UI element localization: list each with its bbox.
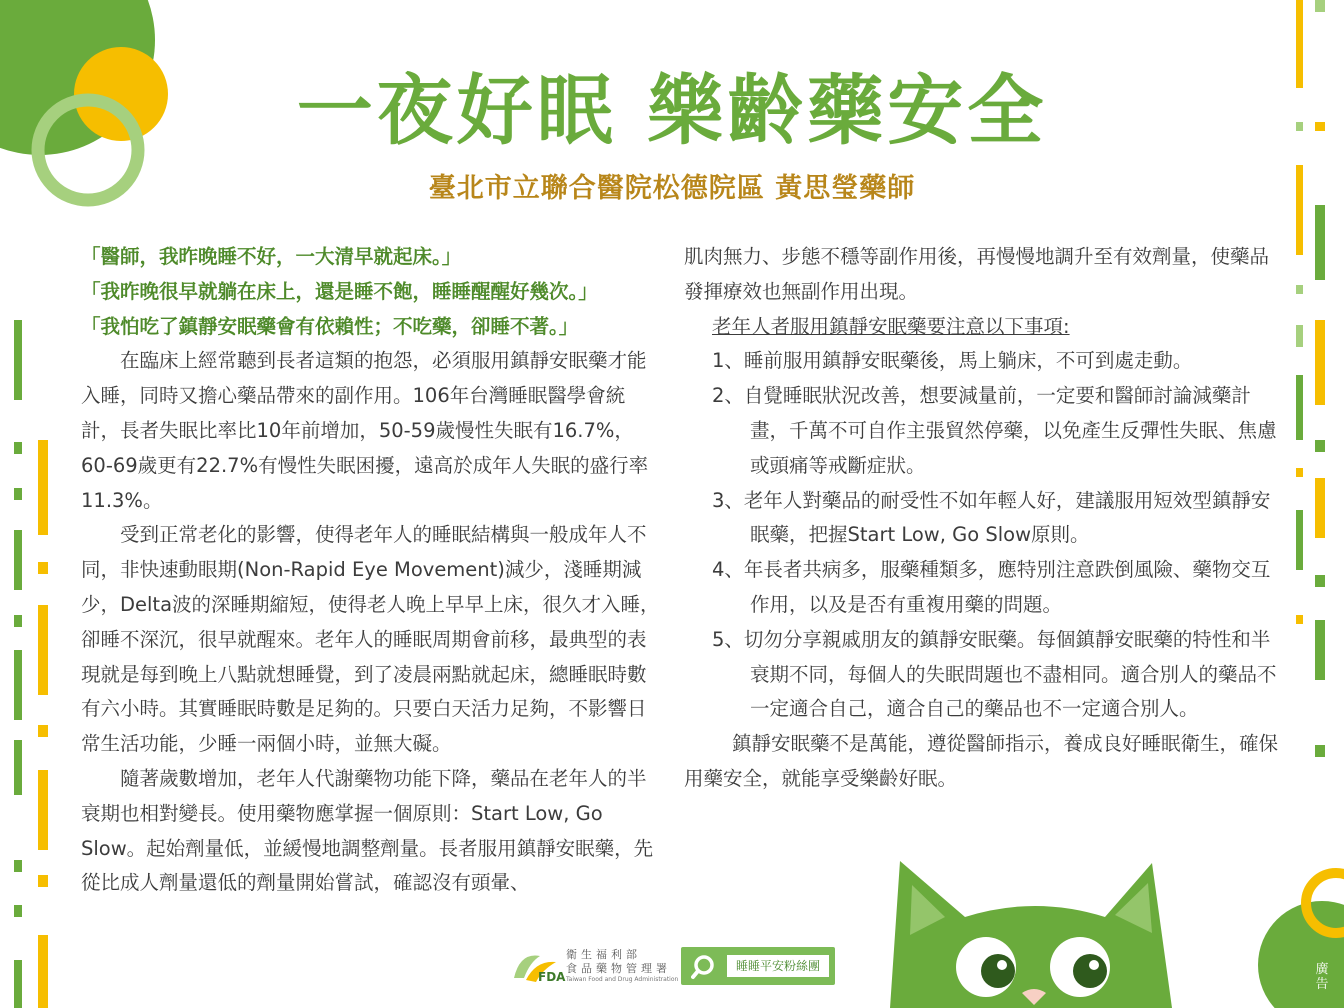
- left-edge-decoration: [0, 320, 60, 1008]
- fda-org-line1: 衛生福利部: [566, 948, 641, 961]
- closing-paragraph: 鎮靜安眠藥不是萬能，遵從醫師指示，養成良好睡眠衛生，確保用藥安全，就能享受樂齡好眠。: [684, 732, 1279, 790]
- fda-org-name: [566, 948, 671, 976]
- quote-1: 「醫師，我昨晚睡不好，一大清早就起床。」: [81, 245, 462, 268]
- search-icon: [691, 953, 719, 981]
- fda-logo: [510, 946, 679, 990]
- paragraph-1: 在臨床上經常聽到長者這類的抱怨，必須服用鎮靜安眠藥才能入睡，同時又擔心藥品帶來的副作用。106年台灣睡眠醫學會統計，長者失眠比率比10年前增加，50-59歲慢性失眠有16.7%，60-69歲更有22.7%有慢性失眠困擾，遠高於成年人失眠的盛行率 11.3%。: [81, 349, 649, 512]
- quote-2: 「我昨晚很早就躺在床上，還是睡不飽，睡睡醒醒好幾次。」: [81, 279, 598, 303]
- cat-mascot: [890, 855, 1180, 1008]
- page-title: 一夜好眠 樂齡藥安全: [296, 66, 1048, 155]
- fanpage-search-button[interactable]: [681, 947, 835, 985]
- author-subtitle: 臺北市立聯合醫院松德院區 黃思瑩藥師: [428, 173, 916, 204]
- fda-mark: FDA: [538, 970, 566, 984]
- right-column: [684, 240, 1284, 797]
- left-column: [81, 240, 661, 901]
- quote-3: 「我怕吃了鎮靜安眠藥會有依賴性；不吃藥，卻睡不著。」: [81, 314, 579, 338]
- notice-item-1: 1、睡前服用鎮靜安眠藥後，馬上躺床，不可到處走動。: [712, 349, 1193, 373]
- notice-item-5: 5、切勿分享親戚朋友的鎮靜安眠藥。每個鎮靜安眠藥的特性和半衰期不同，每個人的失眠問題也不盡相同。適合別人的藥品不一定適合自己，適合自己的藥品也不一定適合別人。: [712, 627, 1277, 721]
- fda-org-english: Taiwan Food and Drug Administration: [566, 976, 679, 983]
- fda-org-line2: 食品藥物管理署: [566, 962, 671, 975]
- fanpage-search-text: 睡睡平安粉絲團: [727, 955, 829, 977]
- notice-item-3: 3、老年人對藥品的耐受性不如年輕人好，建議服用短效型鎮靜安眠藥，把握Start Low, Go Slow原則。: [712, 488, 1271, 547]
- notice-item-2: 2、自覺睡眠狀況改善，想要減量前，一定要和醫師討論減藥計畫，千萬不可自作主張貿然停藥，以免產生反彈性失眠、焦慮或頭痛等戒斷症狀。: [712, 384, 1277, 477]
- ad-label: 廣告: [1315, 962, 1329, 992]
- notice-item-4: 4、年長者共病多，服藥種類多，應特別注意跌倒風險、藥物交互作用，以及是否有重複用藥的問題。: [712, 558, 1271, 616]
- notice-heading: 老年人者服用鎮靜安眠藥要注意以下事項:: [712, 314, 1070, 338]
- paragraph-3-continuation: 肌肉無力、步態不穩等副作用後，再慢慢地調升至有效劑量，使藥品發揮療效也無副作用出現。: [684, 245, 1270, 303]
- paragraph-3: 隨著歲數增加，老年人代謝藥物功能下降，藥品在老年人的半衰期也相對變長。使用藥物應掌握一個原則：Start Low, Go Slow。起始劑量低，並緩慢地調整劑量。長者服用鎮靜安眠藥，先從比成人劑量還低的劑量開始嘗試，確認沒有頭暈、: [81, 766, 654, 895]
- paragraph-2: 受到正常老化的影響，使得老年人的睡眠結構與一般成年人不同，非快速動眼期(Non-Rapid Eye Movement)減少，淺睡期減少，Delta波的深睡期縮短，使得老人晚上早早上床，很久才入睡，卻睡不深沉，很早就醒來。老年人的睡眠周期會前移，最典型的表現就是每到晚上八點就想睡覺，到了凌晨兩點就起床，總睡眠時數有六小時。其實睡眠時數是足夠的。只要白天活力足夠，不影響日常生活功能，少睡一兩個小時，並無大礙。: [81, 523, 660, 756]
